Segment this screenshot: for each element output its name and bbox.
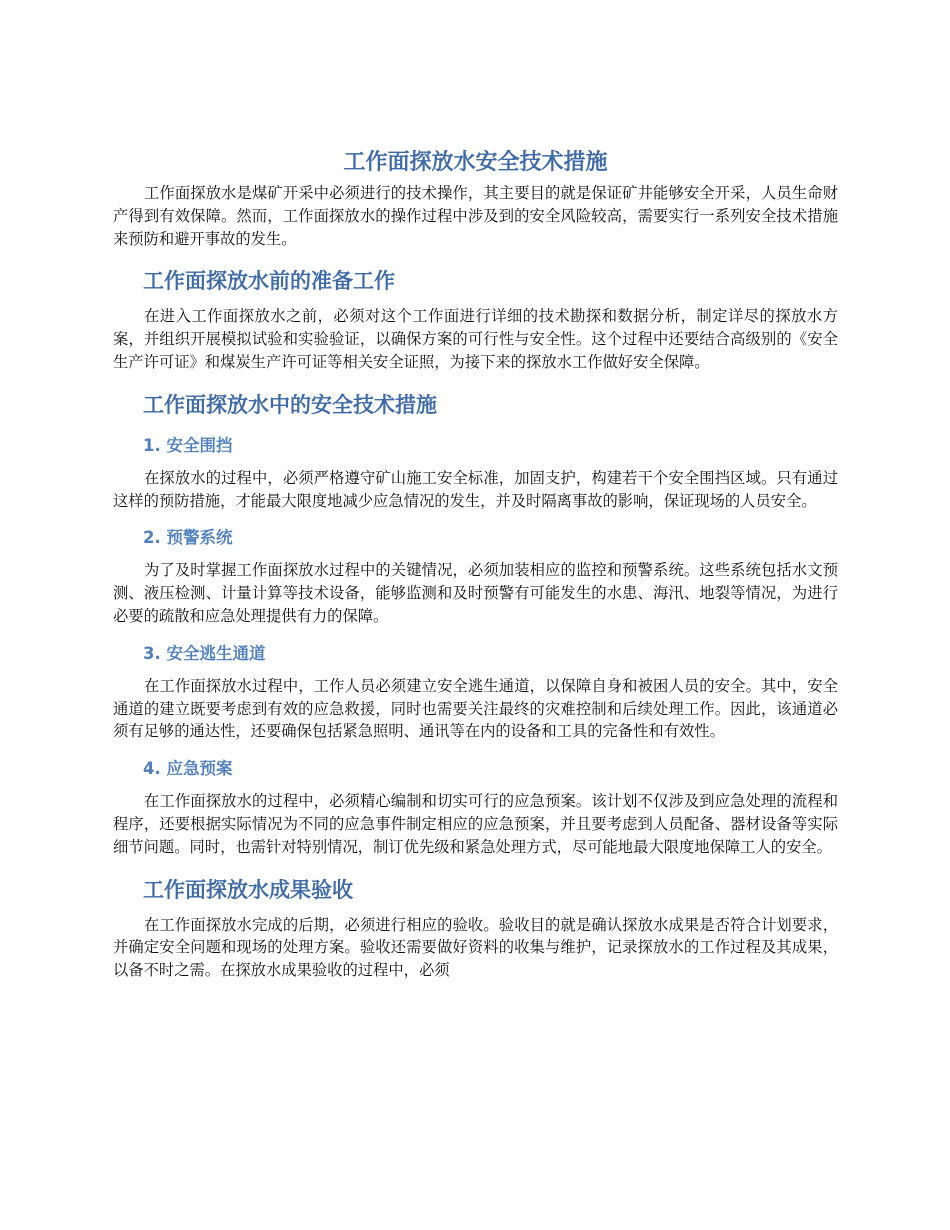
document-title: 工作面探放水安全技术措施 [343, 150, 608, 175]
subsection-body-safety-barrier: 在探放水的过程中，必须严格遵守矿山施工安全标准，加固支护，构建若干个安全围挡区域。只有通过这样的预防措施，才能最大限度地减少应急情况的发生，并及时隔离事故的影响，保证现场的人员安全。 [113, 468, 838, 510]
section-heading-safety-measures: 工作面探放水中的安全技术措施 [143, 392, 437, 417]
subsection-body-warning-system: 为了及时掌握工作面探放水过程中的关键情况，必须加装相应的监控和预警系统。这些系统包括水文预测、液压检测、计量计算等技术设备，能够监测和及时预警有可能发生的水患、海汛、地裂等情况，为进行必要的疏散和应急处理提供有力的保障。 [113, 561, 838, 625]
subsection-heading-emergency-plan: 4. 应急预案 [143, 759, 233, 779]
subsection-heading-warning-system: 2. 预警系统 [143, 528, 233, 548]
subsection-heading-escape-route: 3. 安全逃生通道 [143, 643, 266, 663]
section-heading-acceptance: 工作面探放水成果验收 [143, 877, 353, 902]
intro-paragraph: 工作面探放水是煤矿开采中必须进行的技术操作，其主要目的就是保证矿井能够安全开采，人员生命财产得到有效保障。然而，工作面探放水的操作过程中涉及到的安全风险较高，需要实行一系列安全技术措施来预防和避开事故的发生。 [113, 184, 838, 248]
subsection-body-escape-route: 在工作面探放水过程中，工作人员必须建立安全逃生通道，以保障自身和被困人员的安全。其中，安全通道的建立既要考虑到有效的应急救援，同时也需要关注最终的灾难控制和后续处理工作。因此，该通道必须有足够的通达性，还要确保包括紧急照明、通讯等在内的设备和工具的完备性和有效性。 [113, 676, 838, 741]
subsection-body-emergency-plan: 在工作面探放水的过程中，必须精心编制和切实可行的应急预案。该计划不仅涉及到应急处理的流程和程序，还要根据实际情况为不同的应急事件制定相应的应急预案，并且要考虑到人员配备、器材设备等实际细节问题。同时，也需针对特别情况，制订优先级和紧急处理方式，尽可能地最大限度地保障工人的安全。 [113, 792, 838, 856]
subsection-heading-safety-barrier: 1. 安全围挡 [143, 435, 233, 455]
section-body-preparation: 在进入工作面探放水之前，必须对这个工作面进行详细的技术勘探和数据分析，制定详尽的探放水方案，并组织开展模拟试验和实验验证，以确保方案的可行性与安全性。这个过程中还要结合高级别的《安全生产许可证》和煤炭生产许可证等相关安全证照，为接下来的探放水工作做好安全保障。 [113, 307, 838, 371]
section-heading-preparation: 工作面探放水前的准备工作 [143, 269, 395, 294]
section-body-acceptance: 在工作面探放水完成的后期，必须进行相应的验收。验收目的就是确认探放水成果是否符合计划要求，并确定安全问题和现场的处理方案。验收还需要做好资料的收集与维护，记录探放水的工作过程及其成果，以备不时之需。在探放水成果验收的过程中，必须 [113, 915, 838, 980]
document-page [113, 148, 838, 982]
